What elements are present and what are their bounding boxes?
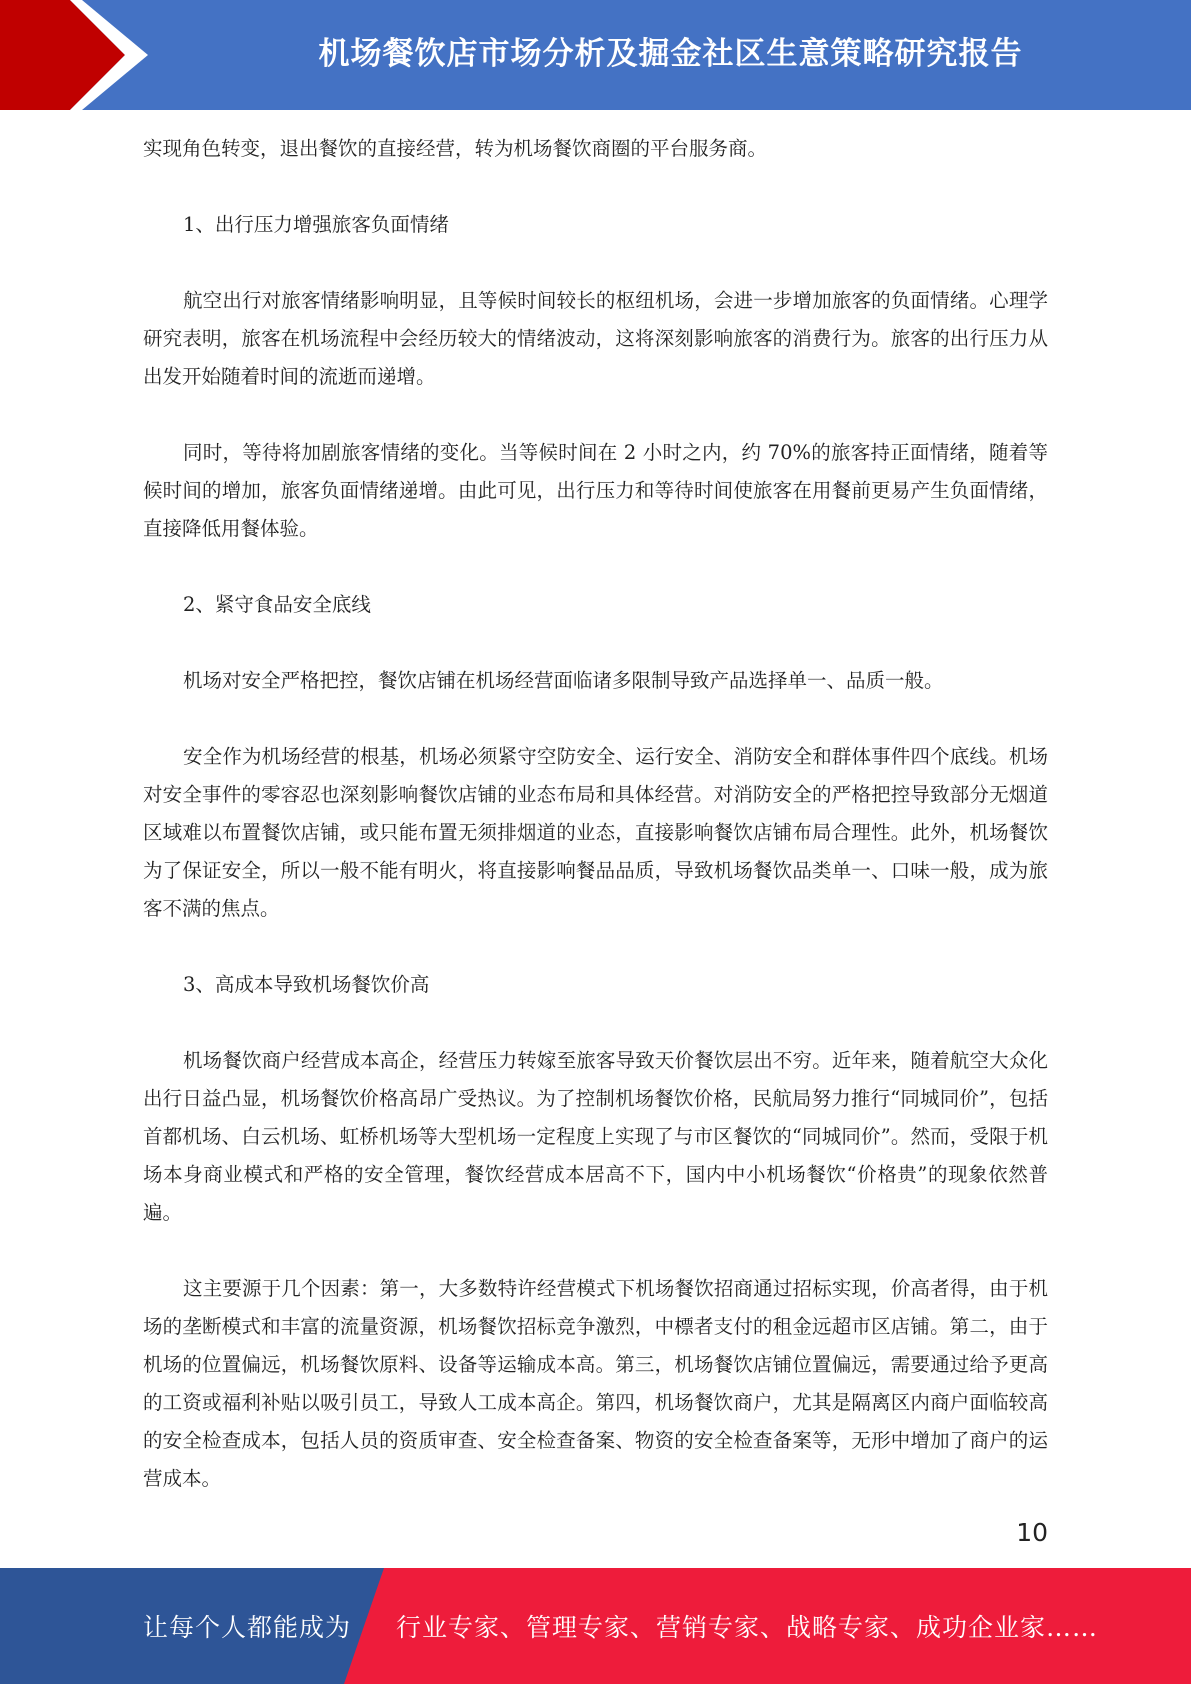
footer-slogan-right: 行业专家、管理专家、营销专家、战略专家、成功企业家…… [396,1613,1099,1642]
paragraph-continuation: 实现角色转变，退出餐饮的直接经营，转为机场餐饮商圈的平台服务商。 [143,137,768,160]
page-footer [0,1568,1191,1684]
paragraph-6: 这主要源于几个因素：第一，大多数特许经营模式下机场餐饮招商通过招标实现，价高者得，由于机场的垄断模式和丰富的流量资源，机场餐饮招标竞争激烈，中標者支付的租金远超市区店铺。第二，由于机场的位置偏远，机场餐饮原料、设备等运输成本高。第三，机场餐饮店铺位置偏远，需要通过给予更高的工资或福利补贴以吸引员工，导致人工成本高企。第四，机场餐饮商户，尤其是隔离区内商户面临较高的安全检查成本，包括人员的资质审查、安全检查备案、物资的安全检查备案等，无形中增加了商户的运营成本。 [143,1277,1048,1490]
report-title: 机场餐饮店市场分析及掘金社区生意策略研究报告 [318,35,1023,72]
section-heading-3: 3、高成本导致机场餐饮价高 [183,973,430,996]
paragraph-3: 机场对安全严格把控，餐饮店铺在机场经营面临诸多限制导致产品选择单一、品质一般。 [183,669,944,692]
paragraph-5: 机场餐饮商户经营成本高企，经营压力转嫁至旅客导致天价餐饮层出不穷。近年来，随着航空大众化出行日益凸显，机场餐饮价格高昂广受热议。为了控制机场餐饮价格，民航局努力推行“同城同价”，包括首都机场、白云机场、虹桥机场等大型机场一定程度上实现了与市区餐饮的“同城同价”。然而，受限于机场本身商业模式和严格的安全管理，餐饮经营成本居高不下，国内中小机场餐饮“价格贵”的现象依然普遍。 [143,1049,1048,1224]
paragraph-4: 安全作为机场经营的根基，机场必须紧守空防安全、运行安全、消防安全和群体事件四个底线。机场对安全事件的零容忍也深刻影响餐饮店铺的业态布局和具体经营。对消防安全的严格把控导致部分无烟道区域难以布置餐饮店铺，或只能布置无须排烟道的业态，直接影响餐饮店铺布局合理性。此外，机场餐饮为了保证安全，所以一般不能有明火，将直接影响餐品品质，导致机场餐饮品类单一、口味一般，成为旅客不满的焦点。 [143,745,1048,920]
footer-slogan-left: 让每个人都能成为 [143,1613,352,1642]
paragraph-1: 航空出行对旅客情绪影响明显，且等候时间较长的枢纽机场，会进一步增加旅客的负面情绪。心理学研究表明，旅客在机场流程中会经历较大的情绪波动，这将深刻影响旅客的消费行为。旅客的出行压力从出发开始随着时间的流逝而递增。 [143,289,1048,388]
paragraph-2: 同时，等待将加剧旅客情绪的变化。当等候时间在 2 小时之内，约 70%的旅客持正面情绪，随着等候时间的增加，旅客负面情绪递增。由此可见，出行压力和等待时间使旅客在用餐前更易产生负面情绪，直接降低用餐体验。 [143,441,1048,540]
page-header [0,0,1191,110]
header-arrow-decoration [0,0,160,110]
section-heading-1: 1、出行压力增强旅客负面情绪 [183,213,449,236]
page-body [143,130,1048,1498]
section-heading-2: 2、紧守食品安全底线 [183,593,371,616]
page-number: 10 [1016,1518,1048,1547]
